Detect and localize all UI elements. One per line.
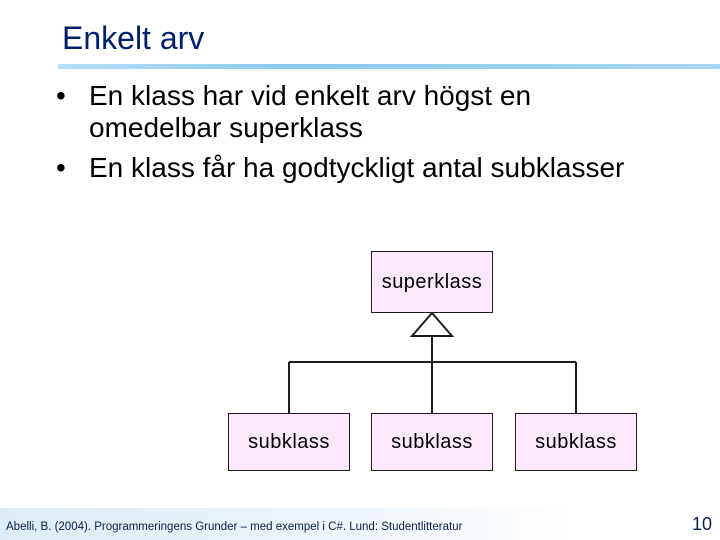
citation-text: Abelli, B. (2004). Programmeringens Grunder – med exempel i C#. Lund: Studentlitteratur bbox=[6, 521, 463, 533]
page-number: 10 bbox=[691, 514, 712, 534]
bullet-marker: • bbox=[56, 152, 66, 183]
bullet-text: En klass får ha godtyckligt antal subklasser bbox=[89, 152, 625, 183]
superclass-box: superklass bbox=[371, 251, 493, 313]
generalization-arrowhead-icon bbox=[412, 313, 452, 336]
subclass-box: subklass bbox=[371, 413, 493, 471]
bullet-text: En klass har vid enkelt arv högst en omedelbar superklass bbox=[89, 80, 532, 143]
slide-title: Enkelt arv bbox=[62, 20, 205, 56]
subclass-box: subklass bbox=[515, 413, 637, 471]
subclass-box: subklass bbox=[228, 413, 350, 471]
bullet-marker: • bbox=[56, 80, 66, 111]
